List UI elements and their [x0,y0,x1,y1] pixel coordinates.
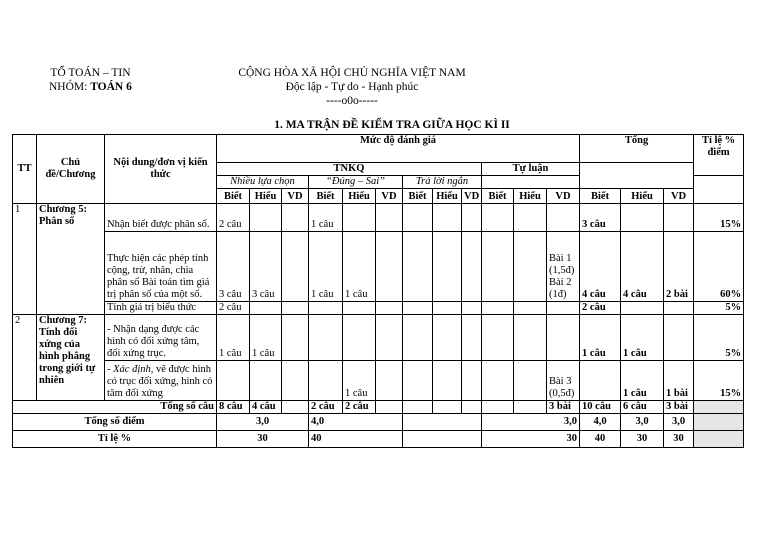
sum-percent-essay: 30 [482,431,580,448]
mc-biet-header: Biết [217,189,250,204]
cell-total-hieu: 1 câu [621,315,664,361]
total-vd-header: VD [664,189,694,204]
row-content: Tính giá trị biểu thức [105,302,217,315]
sum-rate-shaded [694,401,744,414]
sum-percent-total-hieu: 30 [621,431,664,448]
cell-mc-vd [282,204,309,232]
sum-short-hieu [433,401,462,414]
sum-percent-mc: 30 [217,431,309,448]
essay-spacer [482,176,580,189]
cell-mc-biet: 2 câu [217,302,250,315]
cell-mc-vd [282,232,309,302]
assessment-matrix-table [12,134,744,448]
school-header [49,66,132,94]
cell-tf-biet [309,361,343,401]
sum-points-label: Tổng số điểm [13,414,217,431]
cell-total-hieu [621,204,664,232]
cell-short-biet [403,302,433,315]
row-chapter: Chương 5: Phân số [37,204,105,315]
essay-hieu-header: Hiểu [514,189,547,204]
sum-tf-biet: 2 câu [309,401,343,414]
cell-essay-vd: Bài 3 (0,5đ) [547,361,580,401]
mc-vd-header: VD [282,189,309,204]
short-hieu-header: Hiểu [433,189,462,204]
sum-percent-total-biet: 40 [580,431,621,448]
sum-short-biet [403,401,433,414]
cell-short-hieu [433,204,462,232]
cell-short-vd [462,315,482,361]
cell-essay-hieu [514,315,547,361]
row-content: Thực hiện các phép tính cộng, trừ, nhân, chia phân số Bài toán tìm giá trị phân số của một số. [105,232,217,302]
cell-rate: 5% [694,315,744,361]
essay-vd-header: VD [547,189,580,204]
cell-mc-hieu [250,204,282,232]
cell-total-hieu [621,302,664,315]
sum-percent-short [403,431,482,448]
cell-essay-vd: Bài 1 (1,5đ) Bài 2 (1đ) [547,232,580,302]
sum-questions-row [13,401,744,414]
essay-header: Tự luận [482,163,580,176]
cell-essay-biet [482,361,514,401]
col-content-header: Nội dung/đơn vị kiến thức [105,135,217,204]
row-content-text: vẽ được hình có trục đối xứng, hình có tâm đối xứng [107,364,213,399]
sum-points-essay: 3,0 [482,414,580,431]
sum-percent-total-vd: 30 [664,431,694,448]
sum-mc-biet: 8 câu [217,401,250,414]
table-row [13,204,744,232]
cell-total-hieu: 1 câu [621,361,664,401]
cell-mc-vd [282,361,309,401]
cell-tf-hieu [343,302,376,315]
cell-short-vd [462,232,482,302]
cell-essay-biet [482,204,514,232]
cell-tf-vd [376,315,403,361]
tf-header: “Đúng – Sai” [309,176,403,189]
row-tt: 1 [13,204,37,315]
sum-total-hieu: 6 câu [621,401,664,414]
total-spacer [580,163,694,176]
row-tt: 2 [13,315,37,401]
essay-biet-header: Biết [482,189,514,204]
sum-essay-hieu [514,401,547,414]
cell-total-biet: 2 câu [580,302,621,315]
cell-short-biet [403,315,433,361]
cell-essay-biet [482,315,514,361]
sum-points-row [13,414,744,431]
col-chapter-header: Chủ đề/Chương [37,135,105,204]
cell-total-vd [664,315,694,361]
cell-total-biet: 1 câu [580,315,621,361]
cell-tf-hieu: 1 câu [343,361,376,401]
cell-total-vd [664,302,694,315]
sum-total-vd: 3 bài [664,401,694,414]
rate-spacer [694,176,744,189]
cell-tf-biet: 1 câu [309,232,343,302]
cell-essay-hieu [514,302,547,315]
sum-questions-label: Tổng số câu [13,401,217,414]
row-content: Nhận biết được phân số. [105,204,217,232]
country-name: CỘNG HÒA XÃ HỘI CHỦ NGHĨA VIỆT NAM [238,67,466,79]
cell-mc-vd [282,315,309,361]
cell-mc-hieu: 3 câu [250,232,282,302]
table-row [13,302,744,315]
rate-header: Tỉ lệ % điểm [694,135,744,176]
cell-mc-biet: 1 câu [217,315,250,361]
cell-essay-hieu [514,361,547,401]
cell-essay-hieu [514,232,547,302]
sum-points-tf: 4,0 [309,414,403,431]
sum-tf-vd [376,401,403,414]
row-content-emphasis: - Xác định, [107,364,154,375]
sum-points-mc: 3,0 [217,414,309,431]
cell-total-hieu: 4 câu [621,232,664,302]
sum-percent-label: Tỉ lệ % [13,431,217,448]
cell-essay-vd [547,302,580,315]
mc-header: Nhiều lựa chọn [217,176,309,189]
rate-spacer-2 [694,189,744,204]
cell-mc-biet: 2 câu [217,204,250,232]
table-row [13,315,744,361]
cell-total-vd: 2 bài [664,232,694,302]
cell-mc-hieu: 1 câu [250,315,282,361]
cell-short-vd [462,361,482,401]
total-hieu-header: Hiểu [621,189,664,204]
cell-short-vd [462,204,482,232]
cell-essay-hieu [514,204,547,232]
tf-biet-header: Biết [309,189,343,204]
sum-essay-vd: 3 bài [547,401,580,414]
cell-rate: 15% [694,361,744,401]
cell-short-biet [403,204,433,232]
cell-tf-biet [309,302,343,315]
level-header: Mức độ đánh giá [217,135,580,163]
sum-points-short [403,414,482,431]
table-row [13,232,744,302]
sum-percent-row [13,431,744,448]
national-header [232,66,472,108]
ornament: ----o0o----- [326,95,378,107]
cell-mc-hieu [250,361,282,401]
col-tt-header: TT [13,135,37,204]
row-content: - Nhận dạng được các hình có đối xứng tâm, đối xứng trục. [105,315,217,361]
cell-total-biet: 3 câu [580,204,621,232]
cell-total-vd: 1 bài [664,361,694,401]
cell-tf-hieu [343,204,376,232]
row-chapter: Chương 7: Tính đối xứng của hình phẳng trong giới tự nhiên [37,315,105,401]
cell-tf-hieu: 1 câu [343,232,376,302]
cell-essay-biet [482,302,514,315]
cell-short-biet [403,361,433,401]
row-content [105,361,217,401]
cell-mc-biet: 3 câu [217,232,250,302]
cell-short-hieu [433,302,462,315]
section-title: 1. MA TRẬN ĐỀ KIỂM TRA GIỮA HỌC KÌ II [274,119,510,131]
header-row-1 [13,135,744,163]
tf-hieu-header: Hiểu [343,189,376,204]
cell-mc-vd [282,302,309,315]
cell-tf-vd [376,361,403,401]
cell-tf-biet [309,315,343,361]
cell-total-biet [580,361,621,401]
mc-hieu-header: Hiểu [250,189,282,204]
cell-mc-biet [217,361,250,401]
tnkq-header: TNKQ [217,163,482,176]
sum-tf-hieu: 2 câu [343,401,376,414]
sum-percent-tf: 40 [309,431,403,448]
sum-points-rate-shaded [694,414,744,431]
sum-points-total-vd: 3,0 [664,414,694,431]
motto: Độc lập - Tự do - Hạnh phúc [285,81,419,93]
sum-points-total-biet: 4,0 [580,414,621,431]
cell-rate: 5% [694,302,744,315]
cell-rate: 60% [694,232,744,302]
sum-short-vd [462,401,482,414]
cell-tf-vd [376,204,403,232]
total-biet-header: Biết [580,189,621,204]
group-name: NHÓM: TOÁN 6 [49,81,132,93]
cell-short-hieu [433,315,462,361]
cell-short-vd [462,302,482,315]
cell-tf-biet: 1 câu [309,204,343,232]
cell-total-vd [664,204,694,232]
table-row [13,361,744,401]
total-header: Tổng [580,135,694,163]
sum-mc-hieu: 4 câu [250,401,282,414]
cell-total-biet: 4 câu [580,232,621,302]
cell-essay-vd [547,204,580,232]
tf-vd-header: VD [376,189,403,204]
sum-essay-biet [482,401,514,414]
short-vd-header: VD [462,189,482,204]
cell-essay-biet [482,232,514,302]
cell-short-biet [403,232,433,302]
cell-tf-hieu [343,315,376,361]
department-name: TỔ TOÁN – TIN [50,67,131,79]
sum-total-biet: 10 câu [580,401,621,414]
cell-essay-vd [547,315,580,361]
cell-mc-hieu [250,302,282,315]
cell-rate: 15% [694,204,744,232]
cell-tf-vd [376,232,403,302]
sum-points-total-hieu: 3,0 [621,414,664,431]
sum-mc-vd [282,401,309,414]
sum-percent-rate-shaded [694,431,744,448]
cell-short-hieu [433,232,462,302]
cell-short-hieu [433,361,462,401]
cell-tf-vd [376,302,403,315]
total-spacer-2 [580,176,694,189]
short-answer-header: Trả lời ngắn [403,176,482,189]
short-biet-header: Biết [403,189,433,204]
